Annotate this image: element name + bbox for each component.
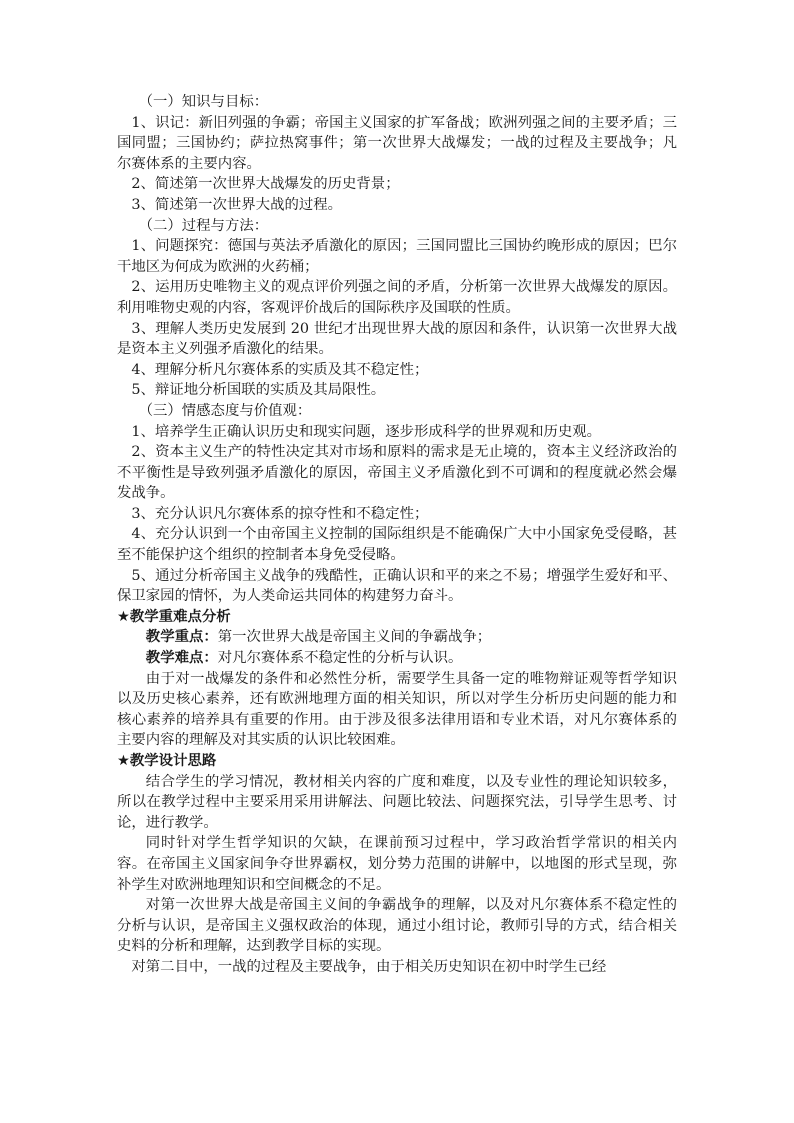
emotion-item-1: 1、培养学生正确认识历史和现实问题，逐步形成科学的世界观和历史观。 bbox=[131, 423, 602, 440]
section-heading-emotion: （三）情感态度与价值观： bbox=[138, 402, 312, 419]
process-item-5: 5、辩证地分析国联的实质及其局限性。 bbox=[131, 382, 386, 399]
design-paragraph-4: 对第二目中，一战的过程及主要战争，由于相关历史知识在初中时学生已经 bbox=[131, 958, 607, 975]
design-paragraph-2: 同时针对学生哲学知识的欠缺，在课前预习过程中，学习政治哲学常识的相关内容。在帝国主义国家间争夺世界霸权，划分势力范围的讲解中，以地图的形式呈现，弥补学生对欧洲地理知识和空间概念的不足。 bbox=[117, 835, 677, 893]
design-paragraph-1: 结合学生的学习情况，教材相关内容的广度和难度，以及专业性的理论知识较多，所以在教学过程中主要采用采用讲解法、问题比较法、问题探究法，引导学生思考、讨论，进行教学。 bbox=[117, 773, 677, 831]
knowledge-item-1: 1、识记：新旧列强的争霸；帝国主义国家的扩军备战；欧洲列强之间的主要矛盾；三国同盟；三国协约；萨拉热窝事件；第一次世界大战爆发；一战的过程及主要战争；凡尔赛体系的主要内容。 bbox=[117, 114, 677, 172]
section-heading-knowledge: （一）知识与目标： bbox=[138, 94, 269, 110]
analysis-heading: ★教学重难点分析 bbox=[117, 608, 231, 625]
process-item-1: 1、问题探究：德国与英法矛盾激化的原因；三国同盟比三国协约晚形成的原因；巴尔干地区为何成为欧洲的火药桶； bbox=[117, 238, 677, 275]
section-heading-process: （二）过程与方法： bbox=[138, 217, 269, 234]
difficulty-text: 对凡尔赛体系不稳定性的分析与认识。 bbox=[217, 650, 463, 667]
knowledge-item-2: 2、简述第一次世界大战爆发的历史背景； bbox=[131, 176, 400, 193]
process-item-4: 4、理解分析凡尔赛体系的实质及其不稳定性； bbox=[131, 361, 429, 378]
emotion-item-3: 3、充分认识凡尔赛体系的掠夺性和不稳定性； bbox=[131, 505, 429, 522]
emotion-item-2: 2、资本主义生产的特性决定其对市场和原料的需求是无止境的，资本主义经济政治的不平衡性是导致列强矛盾激化的原因，帝国主义矛盾激化到不可调和的程度就必然会爆发战争。 bbox=[117, 444, 677, 502]
emotion-item-4: 4、充分认识到一个由帝国主义控制的国际组织是不能确保广大中小国家免受侵略，甚至不能保护这个组织的控制者本身免受侵略。 bbox=[117, 526, 677, 564]
emotion-item-5: 5、通过分析帝国主义战争的残酷性，正确认识和平的来之不易；增强学生爱好和平、保卫家园的情怀，为人类命运共同体的构建努力奋斗。 bbox=[117, 567, 677, 605]
process-item-2: 2、运用历史唯物主义的观点评价列强之间的矛盾，分析第一次世界大战爆发的原因。利用唯物史观的内容，客观评价战后的国际秩序及国联的性质。 bbox=[117, 279, 677, 316]
design-heading: ★教学设计思路 bbox=[117, 753, 217, 769]
knowledge-item-3: 3、简述第一次世界大战的过程。 bbox=[131, 196, 343, 213]
process-item-3: 3、理解人类历史发展到 20 世纪才出现世界大战的原因和条件，认识第一次世界大战是资本主义列强矛盾激化的结果。 bbox=[117, 320, 677, 358]
analysis-paragraph: 由于对一战爆发的条件和必然性分析，需要学生具备一定的唯物辩证观等哲学知识以及历史核心素养，还有欧洲地理方面的相关知识，所以对学生分析历史问题的能力和核心素养的培养具有重要的作用。由于涉及很多法律用语和专业术语，对凡尔赛体系的主要内容的理解及对其实质的认识比较困难。 bbox=[117, 670, 677, 749]
document-page bbox=[117, 92, 677, 978]
key-point-label: 教学重点： bbox=[145, 629, 218, 646]
key-point-text: 第一次世界大战是帝国主义间的争霸战争； bbox=[217, 629, 492, 646]
key-point-line bbox=[117, 627, 677, 648]
difficulty-label: 教学难点： bbox=[145, 650, 218, 667]
difficulty-line bbox=[117, 648, 677, 669]
design-paragraph-3: 对第一次世界大战是帝国主义间的争霸战争的理解，以及对凡尔赛体系不稳定性的分析与认识，是帝国主义强权政治的体现，通过小组讨论，教师引导的方式，结合相关史料的分析和理解，达到教学目标的实现。 bbox=[117, 897, 677, 955]
